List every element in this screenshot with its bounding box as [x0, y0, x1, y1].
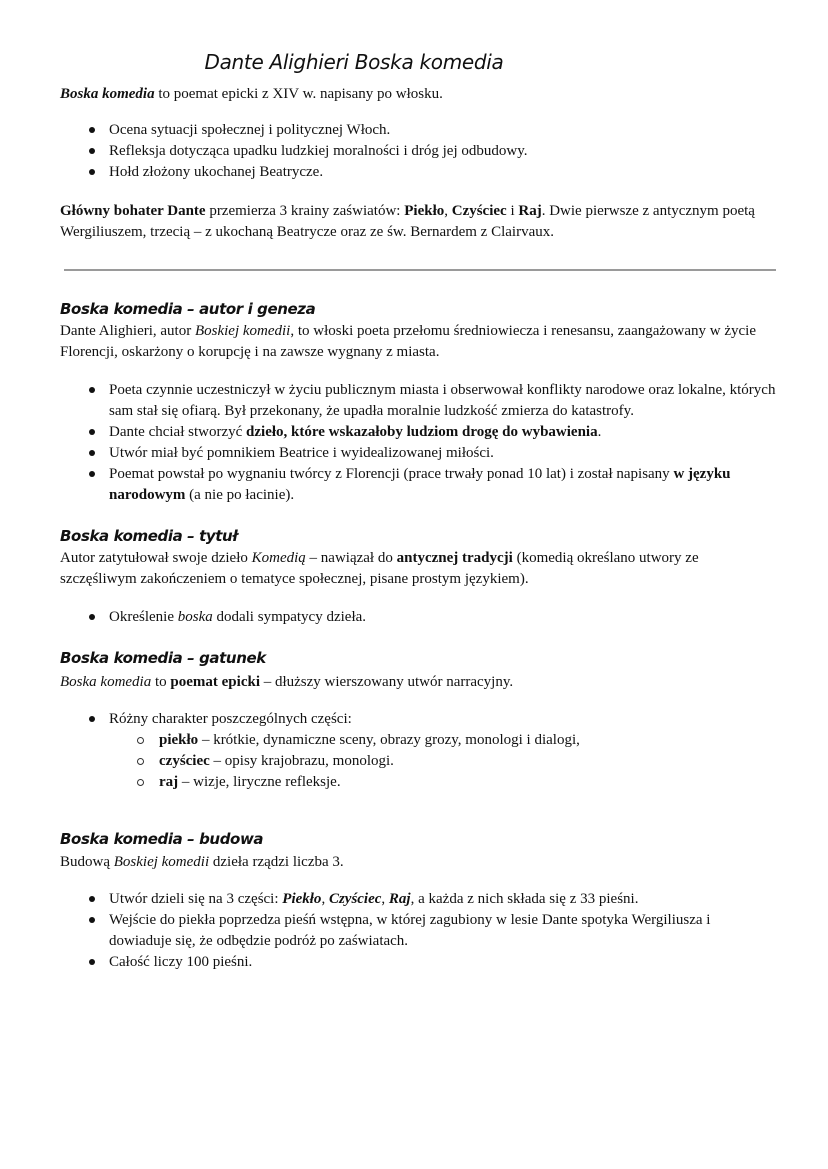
- text-run: i: [506, 203, 519, 219]
- text-run: Boska komedia: [60, 86, 155, 102]
- text-run: Całość liczy 100 pieśni.: [109, 954, 253, 970]
- text-run: (a nie po łacinie).: [185, 487, 295, 503]
- list-item: [60, 751, 776, 772]
- text-run: , a każda z nich składa się z 33 pieśni.: [410, 891, 639, 907]
- section-bullets-budowa: [60, 889, 776, 973]
- text-run: Poeta czynnie uczestniczył w życiu publicznym miasta i obserwował konflikty narodowe oraz lokalne, których sam stał się ofiarą. Był przekonany, że upadła moralnie ludzkość zmierza do katastrofy.: [109, 382, 776, 419]
- text-run: Autor zatytułował swoje dzieło: [60, 550, 252, 566]
- document-title: Dante Alighieri Boska komedia: [204, 50, 504, 74]
- text-run: dzieło, które wskazałoby ludziom drogę do wybawienia: [246, 424, 598, 440]
- text-run: , to włoski poeta przełomu średniowiecza i renesansu, zaangażowany w życie Florencji, oskarżony o korupcję i na zawsze wygnany z miasta.: [60, 323, 757, 360]
- text-run: Utwór dzieli się na 3 części:: [109, 891, 283, 907]
- text-run: – krótkie, dynamiczne sceny, obrazy grozy, monologi i dialogi,: [198, 732, 580, 748]
- list-item: [60, 120, 776, 141]
- list-item: [60, 910, 776, 952]
- text-run: ,: [444, 203, 452, 219]
- list-item: [60, 952, 776, 973]
- section-heading-gatunek: Boska komedia – gatunek: [60, 649, 266, 667]
- list-item: [60, 380, 776, 422]
- text-run: piekło: [159, 732, 199, 748]
- text-run: .: [597, 424, 602, 440]
- text-run: – nawiązał do: [305, 550, 397, 566]
- text-run: to: [151, 674, 171, 690]
- text-run: Raj: [518, 203, 542, 219]
- text-run: Czyściec: [328, 891, 382, 907]
- text-run: (komedią określano utwory ze szczęśliwym zakończeniem o tematyce społecznej, pisane prostym językiem).: [60, 550, 699, 587]
- section-heading-autor-geneza: Boska komedia – autor i geneza: [60, 300, 316, 318]
- text-run: boska: [177, 609, 213, 625]
- text-run: – wizje, liryczne refleksje.: [178, 774, 341, 790]
- text-run: Boskiej komedii: [194, 323, 291, 339]
- list-item: [60, 709, 776, 730]
- text-run: Raj: [388, 891, 411, 907]
- text-run: – dłuższy wierszowany utwór narracyjny.: [259, 674, 514, 690]
- section-heading-tytul: Boska komedia – tytuł: [60, 527, 238, 545]
- horizontal-divider: [64, 269, 776, 271]
- text-run: Ocena sytuacji społecznej i politycznej Włoch.: [109, 122, 391, 138]
- text-run: Komedią: [251, 550, 306, 566]
- intro-paragraph: [60, 84, 776, 105]
- intro-summary-paragraph: [60, 201, 776, 243]
- list-item: [60, 443, 776, 464]
- text-run: dzieła rządzi liczba 3.: [209, 854, 344, 870]
- list-item: [60, 607, 776, 628]
- list-item: [60, 162, 776, 183]
- section-bullets-autor-geneza: [60, 380, 776, 506]
- text-run: Refleksja dotycząca upadku ludzkiej moralności i dróg jej odbudowy.: [109, 143, 528, 159]
- list-item: [60, 730, 776, 751]
- section-paragraph-gatunek: [60, 672, 776, 693]
- text-run: poemat epicki: [170, 674, 260, 690]
- text-run: . Dwie pierwsze z antycznym poetą Wergiliuszem, trzecią – z ukochaną Beatrycze oraz ze św. Bernardem z Clairvaux.: [60, 203, 755, 240]
- intro-bullet-list: [60, 120, 776, 183]
- text-run: dodali sympatycy dzieła.: [212, 609, 367, 625]
- text-run: Budową: [60, 854, 114, 870]
- text-run: Dante Alighieri, autor: [60, 323, 195, 339]
- list-item: [60, 464, 776, 506]
- text-run: Określenie: [109, 609, 178, 625]
- text-run: przemierza 3 krainy zaświatów:: [205, 203, 405, 219]
- text-run: czyściec: [159, 753, 210, 769]
- text-run: Dante chciał stworzyć: [109, 424, 247, 440]
- text-run: Utwór miał być pomnikiem Beatrice i wyidealizowanej miłości.: [109, 445, 494, 461]
- text-run: Główny bohater Dante: [60, 203, 206, 219]
- text-run: raj: [159, 774, 179, 790]
- text-run: Boska komedia: [60, 674, 152, 690]
- text-run: Różny charakter poszczególnych części:: [109, 711, 352, 727]
- text-run: antycznej tradycji: [396, 550, 513, 566]
- text-run: ,: [321, 891, 329, 907]
- text-run: ,: [381, 891, 389, 907]
- list-item: [60, 772, 776, 793]
- section-subbullets-gatunek: [60, 730, 776, 793]
- text-run: Poemat powstał po wygnaniu twórcy z Florencji (prace trwały ponad 10 lat) i został napisany: [109, 466, 674, 482]
- section-heading-budowa: Boska komedia – budowa: [60, 830, 264, 848]
- text-run: to poemat epicki z XIV w. napisany po włosku.: [154, 86, 443, 102]
- list-item: [60, 889, 776, 910]
- section-paragraph-budowa: [60, 852, 776, 873]
- section-paragraph-tytul: [60, 548, 776, 590]
- text-run: w języku narodowym: [109, 466, 731, 503]
- text-run: Hołd złożony ukochanej Beatrycze.: [109, 164, 324, 180]
- text-run: Czyściec: [451, 203, 507, 219]
- text-run: Wejście do piekła poprzedza pieśń wstępna, w której zagubiony w lesie Dante spotyka Wergiliusza i dowiaduje się, że odbędzie podróż po zaświatach.: [109, 912, 711, 949]
- section-bullets-tytul: [60, 607, 776, 628]
- text-run: Piekło: [404, 203, 445, 219]
- text-run: – opisy krajobrazu, monologi.: [209, 753, 394, 769]
- list-item: [60, 141, 776, 162]
- list-item: [60, 422, 776, 443]
- text-run: Boskiej komedii: [113, 854, 210, 870]
- section-paragraph-autor-geneza: [60, 321, 776, 363]
- text-run: Piekło: [282, 891, 322, 907]
- section-bullets-gatunek: [60, 709, 776, 730]
